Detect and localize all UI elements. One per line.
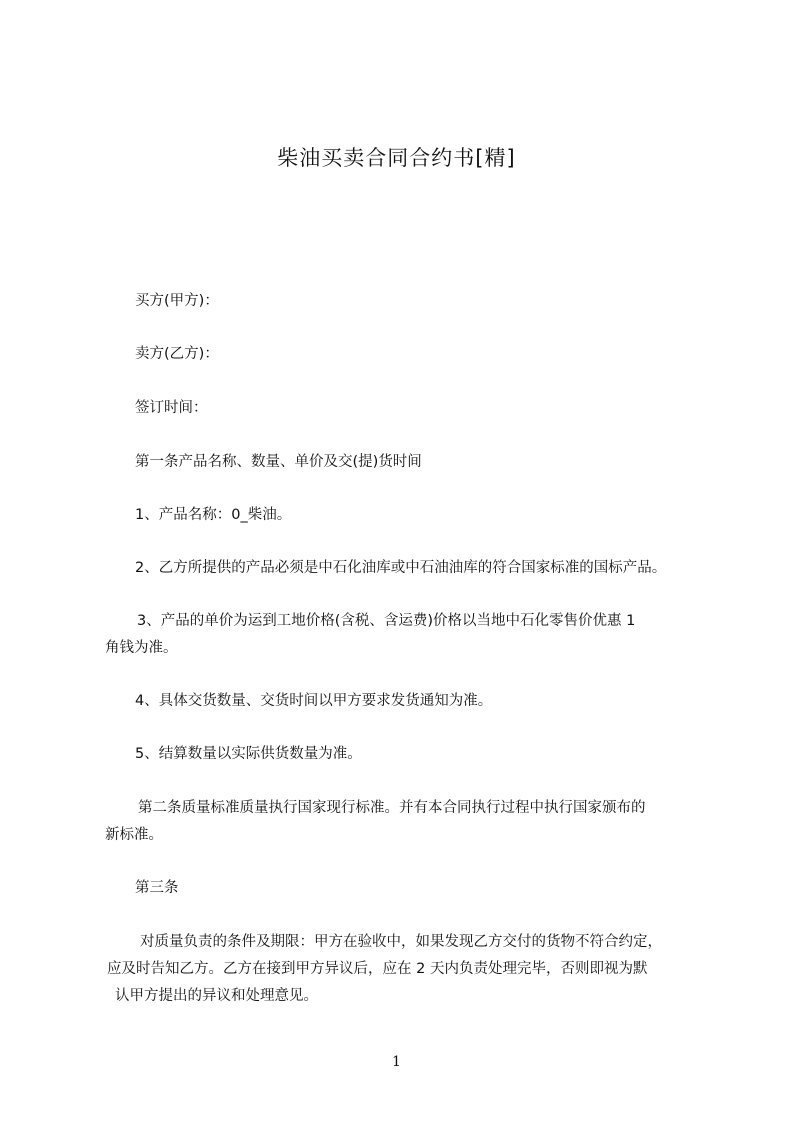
article-3-body <box>105 929 715 1010</box>
article-3-line-2: 应及时告知乙方。乙方在接到甲方异议后，应在 2 天内负责处理完毕，否则即视为默 <box>107 961 648 977</box>
item-3 <box>105 608 715 662</box>
article-3-line-3: 认甲方提出的异议和处理意见。 <box>115 988 318 1004</box>
article-1-heading: 第一条产品名称、数量、单价及交(提)货时间 <box>135 454 422 470</box>
item-2: 2、乙方所提供的产品必须是中石化油库或中石油油库的符合国家标准的国标产品。 <box>135 560 667 576</box>
buyer-line: 买方(甲方)： <box>135 293 219 309</box>
signing-time-line: 签订时间： <box>135 400 208 416</box>
item-3-line-2: 角钱为准。 <box>105 640 178 656</box>
seller-line: 卖方(乙方)： <box>135 346 219 362</box>
document-title: 柴油买卖合同合约书[精] <box>277 146 516 170</box>
article-3-heading: 第三条 <box>135 880 179 896</box>
article-2-line-2: 新标准。 <box>105 827 163 843</box>
item-5: 5、结算数量以实际供货数量为准。 <box>135 746 362 762</box>
item-1: 1、产品名称：0_柴油。 <box>135 507 292 523</box>
article-2-line-1: 第二条质量标准质量执行国家现行标准。并有本合同执行过程中执行国家颁布的 <box>138 800 646 816</box>
page-number: 1 <box>392 1054 401 1070</box>
article-2 <box>105 795 715 849</box>
item-4: 4、具体交货数量、交货时间以甲方要求发货通知为准。 <box>135 693 493 709</box>
article-3-line-1: 对质量负责的条件及期限：甲方在验收中，如果发现乙方交付的货物不符合约定， <box>140 934 662 950</box>
item-3-line-1: 3、产品的单价为运到工地价格(含税、含运费)价格以当地中石化零售价优惠 1 <box>137 613 636 629</box>
